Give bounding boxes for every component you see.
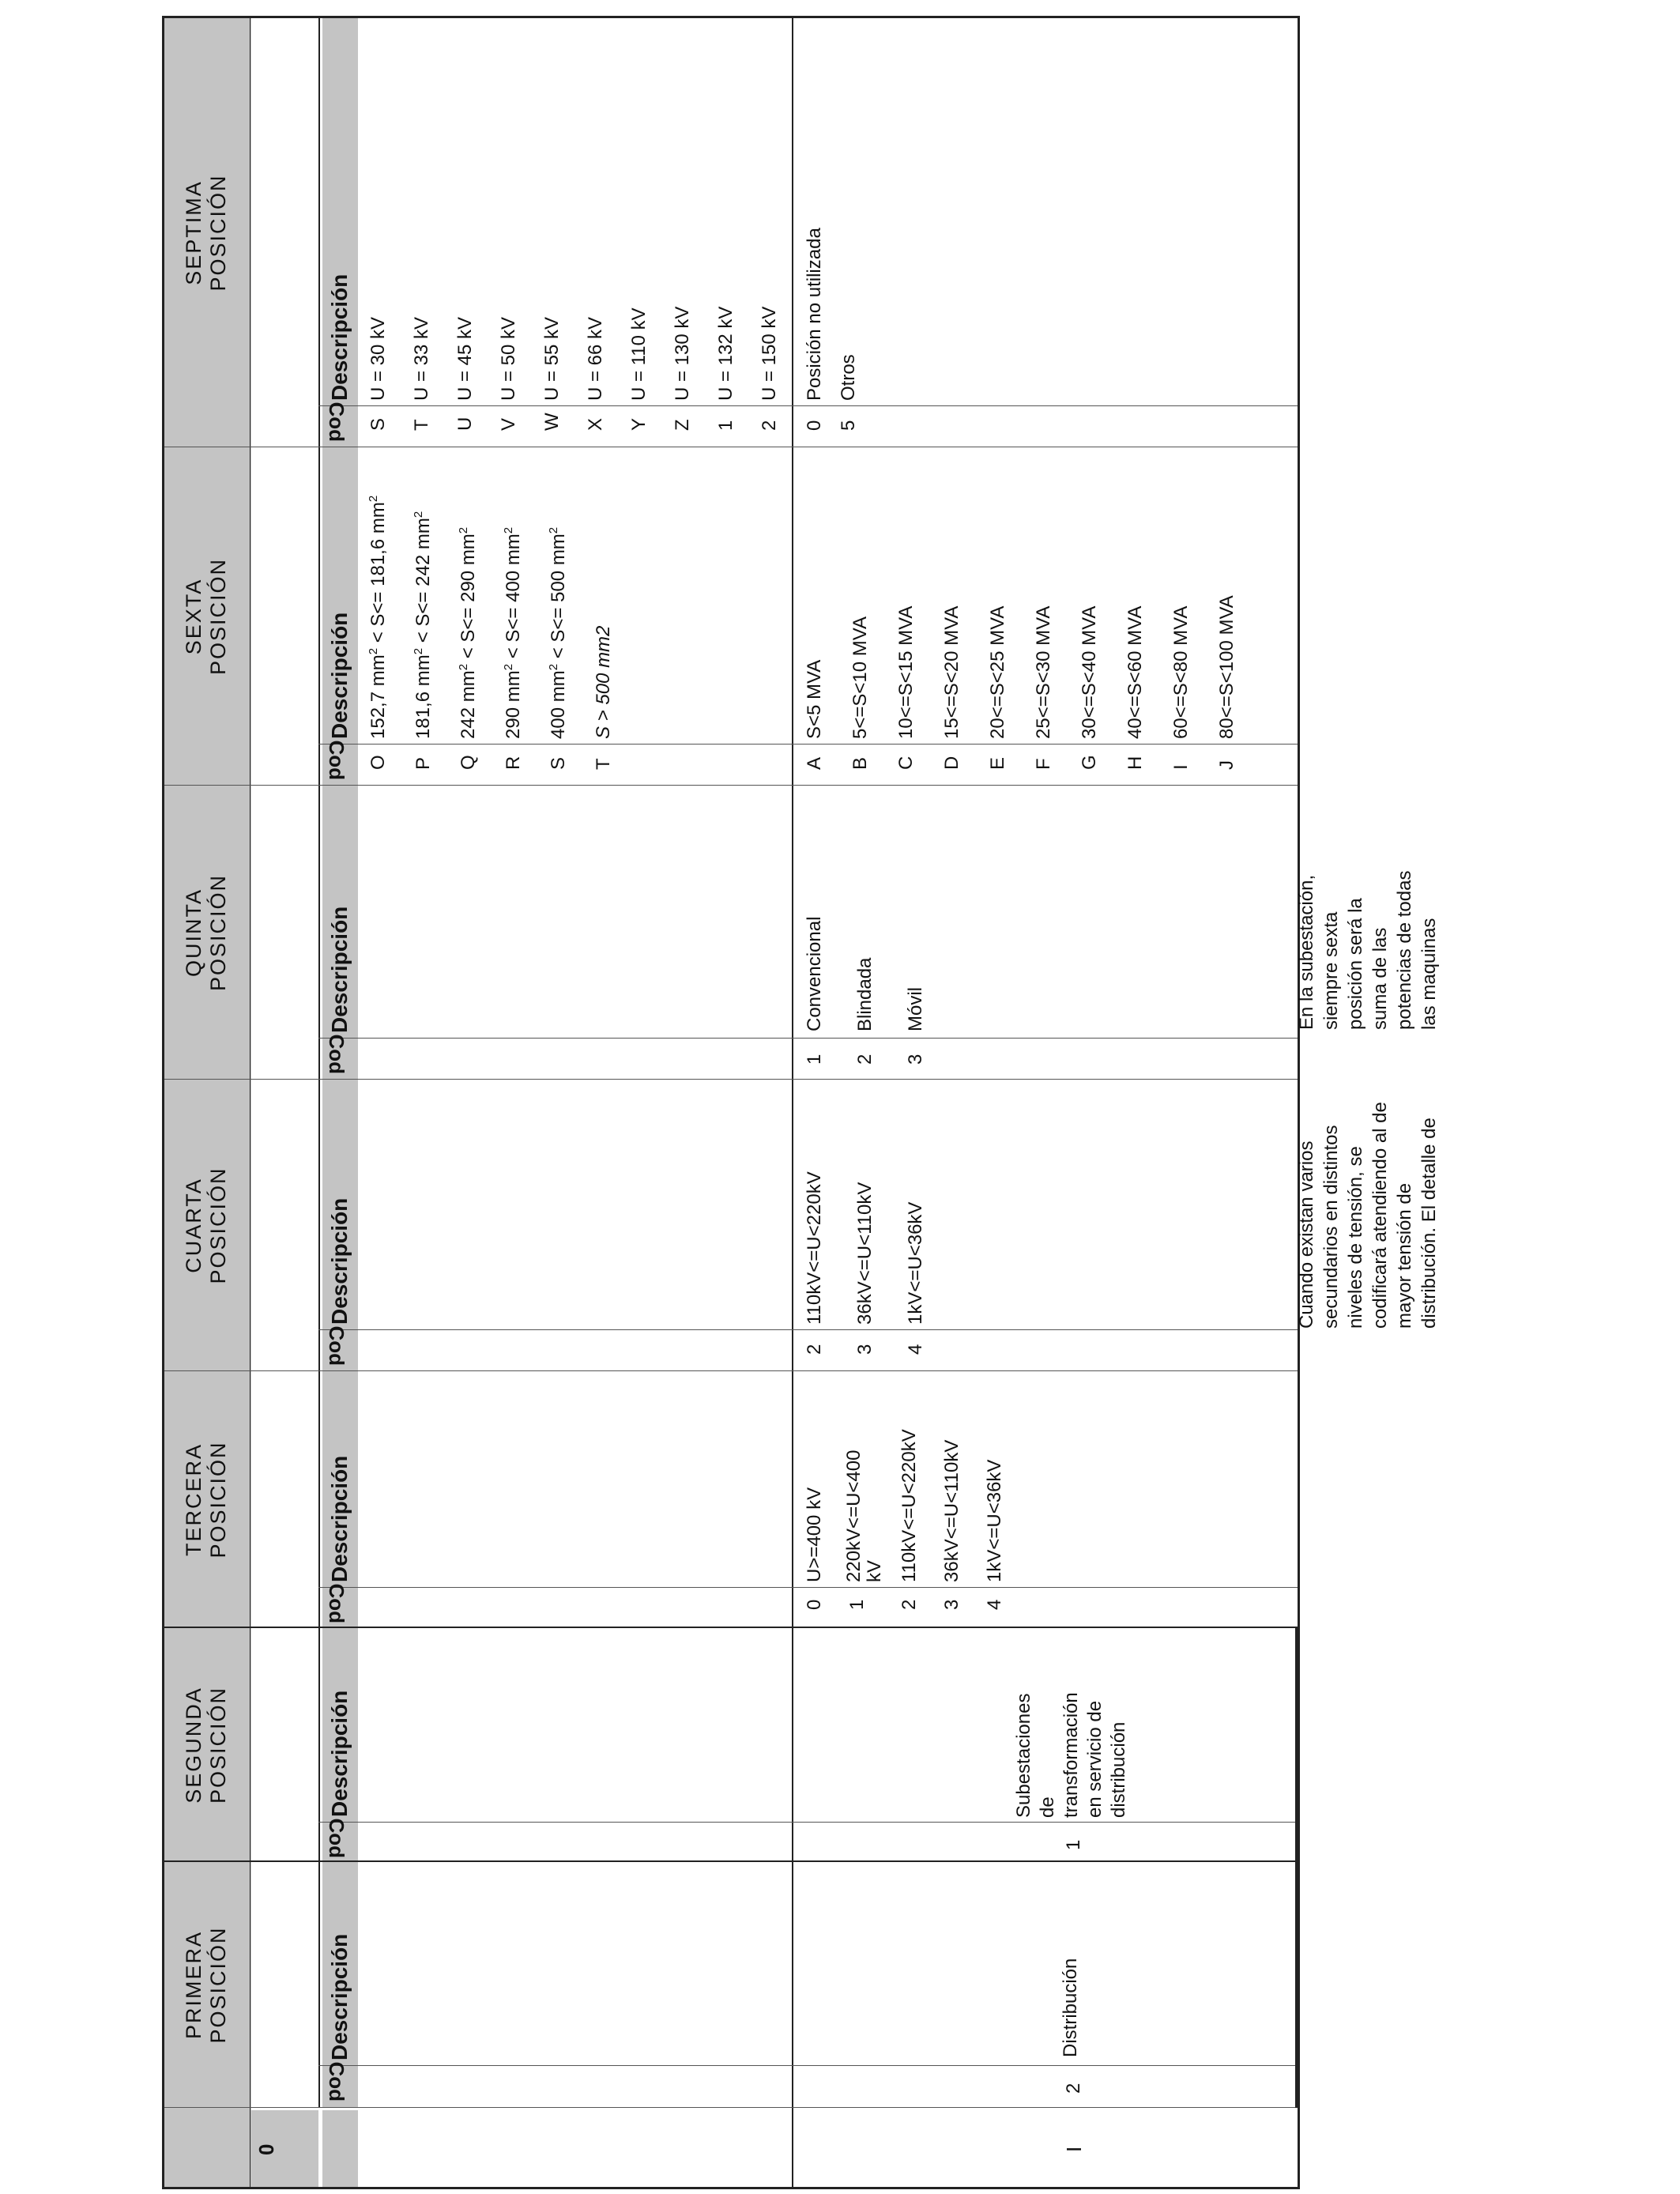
desc-header: Descripción	[327, 1197, 352, 1325]
septima-desc: U = 45 kV	[454, 316, 476, 401]
white-divider	[251, 2108, 1298, 2110]
tercera-cod: 0	[804, 1599, 825, 1610]
septima-cod: S	[367, 417, 389, 431]
cuarta-desc: 110kV<=U<220kV	[804, 1171, 825, 1325]
tercera-desc: 110kV<=U<220kV	[898, 1429, 920, 1582]
segunda-title: SEGUNDA POSICIÓN	[182, 1686, 230, 1804]
sexta-desc: 20<=S<25 MVA	[987, 605, 1008, 739]
sexta-cod: C	[895, 756, 917, 770]
grid-line	[318, 18, 320, 2108]
sexta-desc: 80<=S<100 MVA	[1216, 595, 1237, 739]
cod-header: Cod	[325, 2061, 348, 2102]
sexta-desc: 5<=S<10 MVA	[849, 616, 871, 739]
septima-cod: T	[411, 419, 432, 431]
sexta-desc: 152,7 $mm^2 < S<= 181,6$ $mm^2$	[367, 495, 389, 739]
tercera-desc: 36kV<=U<110kV	[941, 1439, 962, 1582]
quinta-cod: 1	[804, 1054, 825, 1065]
grid-line	[318, 1822, 1298, 1823]
septima-cod: Z	[672, 419, 693, 431]
quinta-desc: Convencional	[804, 916, 825, 1031]
sexta-desc: 40<=S<60 MVA	[1124, 605, 1146, 739]
septima-cod: 2	[759, 420, 780, 431]
desc-header: Descripción	[327, 273, 352, 401]
tercera-cod: 3	[941, 1599, 962, 1610]
tercera-cod: 1	[846, 1599, 868, 1610]
sexta-desc: 25<=S<30 MVA	[1033, 605, 1054, 739]
sexta-desc: S > 500 mm2	[593, 625, 614, 739]
sexta-cod: P	[412, 756, 434, 770]
septima-desc: U = 66 kV	[585, 316, 606, 401]
cuarta-desc: 1kV<=U<36kV	[905, 1201, 926, 1325]
segunda-desc: Subestaciones de transformación en servicio de distribución	[1013, 1692, 1129, 1818]
sexta-desc: 30<=S<40 MVA	[1079, 605, 1100, 739]
primera-cod: 2	[1063, 2083, 1084, 2094]
sexta-cod: D	[941, 756, 962, 770]
quinta-cod: 2	[854, 1054, 876, 1065]
septima-cod: X	[585, 417, 606, 431]
sexta-cod: Q	[458, 755, 479, 770]
grid-line	[1295, 1628, 1298, 2108]
septima-desc: U = 50 kV	[498, 316, 519, 401]
cod-header: Cod	[325, 401, 348, 442]
cod-header: Cod	[325, 740, 348, 780]
grid-line	[164, 1627, 1298, 1628]
septima-desc: U = 55 kV	[541, 316, 563, 401]
sexta-cod: H	[1124, 756, 1146, 770]
coding-table	[162, 16, 1440, 2189]
desc-header: Descripción	[327, 1455, 352, 1582]
cuarta-note: Cuando existan varios secundarios en distintos niveles de tensión, se codificará atendiendo al de mayor tensión de distribución. El detalle de	[1296, 1102, 1440, 1329]
grid-line	[318, 744, 1298, 745]
sexta-cod: A	[804, 756, 825, 770]
primera-title: PRIMERA POSICIÓN	[182, 1926, 230, 2044]
sexta-cod: F	[1033, 758, 1054, 770]
cuarta-desc: 36kV<=U<110kV	[854, 1182, 876, 1325]
grid-line	[164, 2107, 1298, 2108]
sexta-desc: 400 $mm^2 < S<= 500$ $mm^2$	[547, 526, 569, 739]
septima-cod: W	[541, 413, 563, 431]
cuarta-title: CUARTA POSICIÓN	[182, 1167, 230, 1284]
grid-line	[318, 2065, 1298, 2066]
sexta-cod: O	[367, 755, 389, 770]
septima-desc: Posición no utilizada	[804, 228, 825, 401]
cod-header: Cod	[325, 1818, 348, 1858]
sexta-desc: 10<=S<15 MVA	[895, 605, 917, 739]
tercera-title: TERCERA POSICIÓN	[182, 1441, 230, 1559]
septima-title: SEPTIMA POSICIÓN	[182, 174, 230, 292]
cod-header: Cod	[325, 1583, 348, 1623]
sexta-desc: 242 $mm^2 < S<= 290$ $mm^2$	[457, 526, 479, 739]
primera-desc: Distribución	[1060, 1958, 1081, 2057]
quinta-note: En la subestación, siempre sexta posición será la suma de las potencias de todas las maquinas	[1296, 870, 1440, 1030]
septima-cod: V	[498, 417, 519, 431]
quinta-desc: Blindada	[854, 957, 876, 1031]
row-label-0: 0	[254, 2143, 278, 2155]
septima-cod: 0	[804, 420, 825, 431]
sexta-title: SEXTA POSICIÓN	[182, 557, 230, 676]
septima-desc: U = 132 kV	[715, 306, 736, 401]
sexta-desc: S<5 MVA	[804, 659, 825, 739]
sexta-cod: B	[849, 756, 871, 770]
septima-cod: U	[454, 417, 476, 431]
cod-header: Cod	[325, 1034, 348, 1074]
desc-header: Descripción	[327, 1690, 352, 1817]
grid-line	[318, 1587, 1298, 1588]
septima-desc: Otros	[838, 354, 859, 401]
row-label-I: I	[1062, 2146, 1086, 2152]
sexta-cod: S	[548, 756, 569, 770]
sexta-desc: 181,6 $mm^2 < S<= 242$ $mm^2$	[412, 511, 434, 739]
septima-desc: U = 33 kV	[411, 316, 432, 401]
sexta-desc: 15<=S<20 MVA	[941, 605, 962, 739]
grid-line	[318, 405, 1298, 406]
cuarta-cod: 4	[905, 1344, 926, 1355]
sexta-desc: 60<=S<80 MVA	[1170, 605, 1192, 739]
tercera-desc: U>=400 kV	[804, 1487, 825, 1582]
septima-desc: U = 30 kV	[367, 316, 389, 401]
desc-header: Descripción	[327, 1933, 352, 2060]
septima-cod: Y	[628, 417, 650, 431]
quinta-title: QUINTA POSICIÓN	[182, 873, 230, 992]
tercera-cod: 4	[984, 1599, 1005, 1610]
sexta-cod: J	[1216, 760, 1237, 770]
sexta-desc: 290 $mm^2 < S<= 400$ $mm^2$	[502, 526, 524, 739]
grid-line	[164, 1370, 1298, 1371]
sexta-cod: R	[503, 756, 524, 770]
sexta-cod: E	[987, 756, 1008, 770]
septima-desc: U = 150 kV	[759, 306, 780, 401]
segunda-cod: 1	[1063, 1839, 1084, 1850]
cuarta-cod: 3	[854, 1344, 876, 1355]
grid-line	[164, 1860, 1298, 1862]
sexta-cod: T	[593, 758, 614, 770]
desc-header: Descripción	[327, 906, 352, 1033]
quinta-cod: 3	[905, 1054, 926, 1065]
cod-header: Cod	[325, 1325, 348, 1366]
grid-line	[164, 1079, 1298, 1080]
grid-line	[318, 1038, 1298, 1039]
septima-desc: U = 130 kV	[672, 306, 693, 401]
tercera-desc: 220kV<=U<400 kV	[843, 1449, 885, 1582]
tercera-desc: 1kV<=U<36kV	[984, 1459, 1005, 1582]
grid-line	[318, 1329, 1298, 1330]
quinta-desc: Móvil	[905, 986, 926, 1031]
grid-line	[164, 785, 1298, 786]
tercera-cod: 2	[898, 1599, 920, 1610]
desc-header: Descripción	[327, 612, 352, 739]
sexta-cod: G	[1079, 755, 1100, 770]
cuarta-cod: 2	[804, 1344, 825, 1355]
sexta-cod: I	[1170, 764, 1192, 770]
septima-cod: 5	[838, 420, 859, 431]
septima-cod: 1	[715, 420, 736, 431]
septima-desc: U = 110 kV	[628, 307, 650, 401]
